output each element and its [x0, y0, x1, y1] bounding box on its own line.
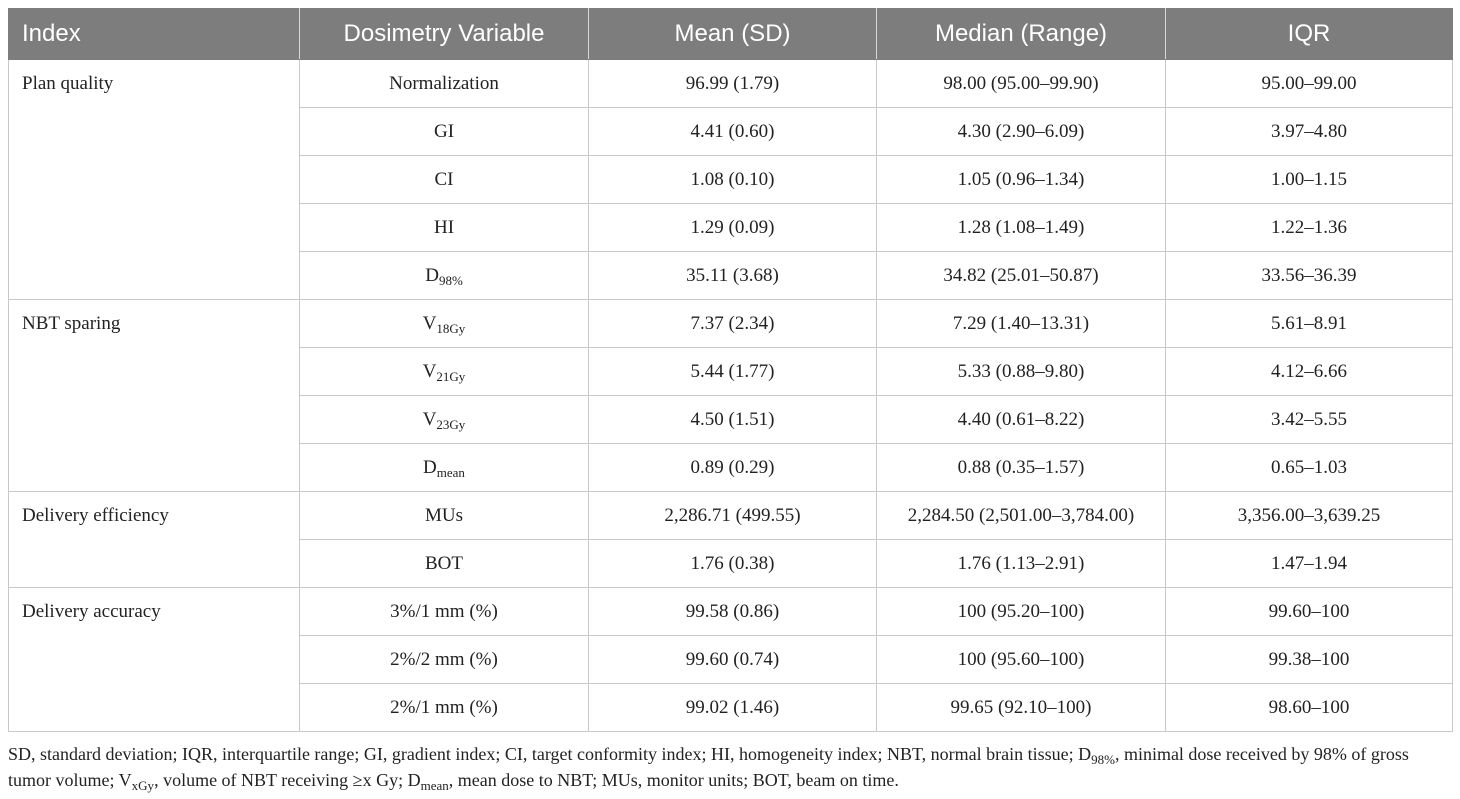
variable-name: GI	[433, 120, 455, 142]
table-body	[9, 60, 1453, 732]
iqr-cell: 5.61–8.91	[1166, 300, 1453, 348]
table-header	[9, 9, 1453, 60]
mean-sd-cell: 99.02 (1.46)	[589, 684, 877, 732]
variable-name: Normalization	[389, 72, 499, 94]
variable-subscript: 21Gy	[436, 368, 466, 384]
dosimetry-variable-cell	[300, 204, 589, 252]
header-index: Index	[9, 9, 300, 60]
mean-sd-cell: 99.60 (0.74)	[589, 636, 877, 684]
median-range-cell: 98.00 (95.00–99.90)	[877, 60, 1166, 108]
variable-name: CI	[434, 168, 454, 190]
iqr-cell: 0.65–1.03	[1166, 444, 1453, 492]
mean-sd-cell: 35.11 (3.68)	[589, 252, 877, 300]
footnote-text-1: SD, standard deviation; IQR, interquartile range; GI, gradient index; CI, target conformity index; HI, homogeneity index; NBT, normal brain tissue; D	[8, 744, 1092, 764]
dosimetry-variable-cell	[300, 684, 589, 732]
table-footnote	[8, 741, 1456, 793]
iqr-cell: 3.97–4.80	[1166, 108, 1453, 156]
median-range-cell: 1.28 (1.08–1.49)	[877, 204, 1166, 252]
table-row	[9, 60, 1453, 108]
median-range-cell: 0.88 (0.35–1.57)	[877, 444, 1166, 492]
dosimetry-variable-cell	[300, 108, 589, 156]
iqr-cell: 4.12–6.66	[1166, 348, 1453, 396]
variable-name: 2%/2 mm (%)	[390, 648, 498, 670]
iqr-cell: 1.00–1.15	[1166, 156, 1453, 204]
header-dosimetry-variable: Dosimetry Variable	[300, 9, 589, 60]
mean-sd-cell: 1.29 (0.09)	[589, 204, 877, 252]
footnote-text-2: , minimal dose received by 98% of gross tumor volume; V	[8, 744, 1409, 790]
median-range-cell: 1.76 (1.13–2.91)	[877, 540, 1166, 588]
table-row	[9, 588, 1453, 636]
iqr-cell: 33.56–36.39	[1166, 252, 1453, 300]
variable-name: HI	[433, 216, 455, 238]
dosimetry-variable-cell	[300, 588, 589, 636]
dosimetry-variable-cell	[300, 396, 589, 444]
dosimetry-variable-cell	[300, 540, 589, 588]
variable-subscript: 98%	[438, 272, 463, 288]
iqr-cell: 95.00–99.00	[1166, 60, 1453, 108]
footnote-sub-3: mean	[420, 778, 449, 793]
variable-name: 2%/1 mm (%)	[390, 696, 498, 718]
variable-name: V	[422, 360, 437, 382]
dosimetry-variable-cell	[300, 300, 589, 348]
mean-sd-cell: 5.44 (1.77)	[589, 348, 877, 396]
footnote-text-4: , mean dose to NBT; MUs, monitor units; BOT, beam on time.	[448, 770, 899, 790]
dosimetry-variable-cell	[300, 348, 589, 396]
median-range-cell: 100 (95.20–100)	[877, 588, 1166, 636]
mean-sd-cell: 1.08 (0.10)	[589, 156, 877, 204]
variable-name: D	[425, 264, 439, 286]
variable-name: 3%/1 mm (%)	[390, 600, 498, 622]
footnote-sub-1: 98%	[1091, 752, 1115, 767]
median-range-cell: 34.82 (25.01–50.87)	[877, 252, 1166, 300]
iqr-cell: 1.22–1.36	[1166, 204, 1453, 252]
group-label: Plan quality	[9, 60, 300, 300]
dosimetry-variable-cell	[300, 252, 589, 300]
variable-subscript: 18Gy	[436, 320, 466, 336]
table-row	[9, 492, 1453, 540]
iqr-cell: 3.42–5.55	[1166, 396, 1453, 444]
iqr-cell: 98.60–100	[1166, 684, 1453, 732]
mean-sd-cell: 7.37 (2.34)	[589, 300, 877, 348]
dosimetry-variable-cell	[300, 60, 589, 108]
variable-name: V	[422, 408, 437, 430]
variable-name: V	[422, 312, 437, 334]
median-range-cell: 7.29 (1.40–13.31)	[877, 300, 1166, 348]
median-range-cell: 1.05 (0.96–1.34)	[877, 156, 1166, 204]
mean-sd-cell: 96.99 (1.79)	[589, 60, 877, 108]
median-range-cell: 99.65 (92.10–100)	[877, 684, 1166, 732]
group-label: Delivery accuracy	[9, 588, 300, 732]
dosimetry-variable-cell	[300, 636, 589, 684]
median-range-cell: 4.30 (2.90–6.09)	[877, 108, 1166, 156]
iqr-cell: 99.60–100	[1166, 588, 1453, 636]
mean-sd-cell: 2,286.71 (499.55)	[589, 492, 877, 540]
group-label: NBT sparing	[9, 300, 300, 492]
header-row	[9, 9, 1453, 60]
mean-sd-cell: 1.76 (0.38)	[589, 540, 877, 588]
footnote-sub-2: xGy	[131, 778, 155, 793]
variable-subscript: mean	[436, 464, 465, 480]
variable-name: BOT	[425, 552, 463, 574]
iqr-cell: 99.38–100	[1166, 636, 1453, 684]
header-median-range: Median (Range)	[877, 9, 1166, 60]
mean-sd-cell: 4.41 (0.60)	[589, 108, 877, 156]
variable-subscript: 23Gy	[436, 416, 466, 432]
table-row	[9, 300, 1453, 348]
iqr-cell: 1.47–1.94	[1166, 540, 1453, 588]
dosimetry-variable-cell	[300, 444, 589, 492]
header-mean-sd: Mean (SD)	[589, 9, 877, 60]
group-label: Delivery efficiency	[9, 492, 300, 588]
median-range-cell: 4.40 (0.61–8.22)	[877, 396, 1166, 444]
mean-sd-cell: 99.58 (0.86)	[589, 588, 877, 636]
median-range-cell: 2,284.50 (2,501.00–3,784.00)	[877, 492, 1166, 540]
dosimetry-table-container	[8, 8, 1452, 732]
iqr-cell: 3,356.00–3,639.25	[1166, 492, 1453, 540]
median-range-cell: 5.33 (0.88–9.80)	[877, 348, 1166, 396]
dosimetry-variable-cell	[300, 156, 589, 204]
variable-name: D	[423, 456, 437, 478]
dosimetry-variable-cell	[300, 492, 589, 540]
dosimetry-table	[8, 8, 1453, 732]
median-range-cell: 100 (95.60–100)	[877, 636, 1166, 684]
mean-sd-cell: 0.89 (0.29)	[589, 444, 877, 492]
header-iqr: IQR	[1166, 9, 1453, 60]
mean-sd-cell: 4.50 (1.51)	[589, 396, 877, 444]
footnote-text-3: , volume of NBT receiving ≥x Gy; D	[154, 770, 421, 790]
variable-name: MUs	[424, 504, 463, 526]
